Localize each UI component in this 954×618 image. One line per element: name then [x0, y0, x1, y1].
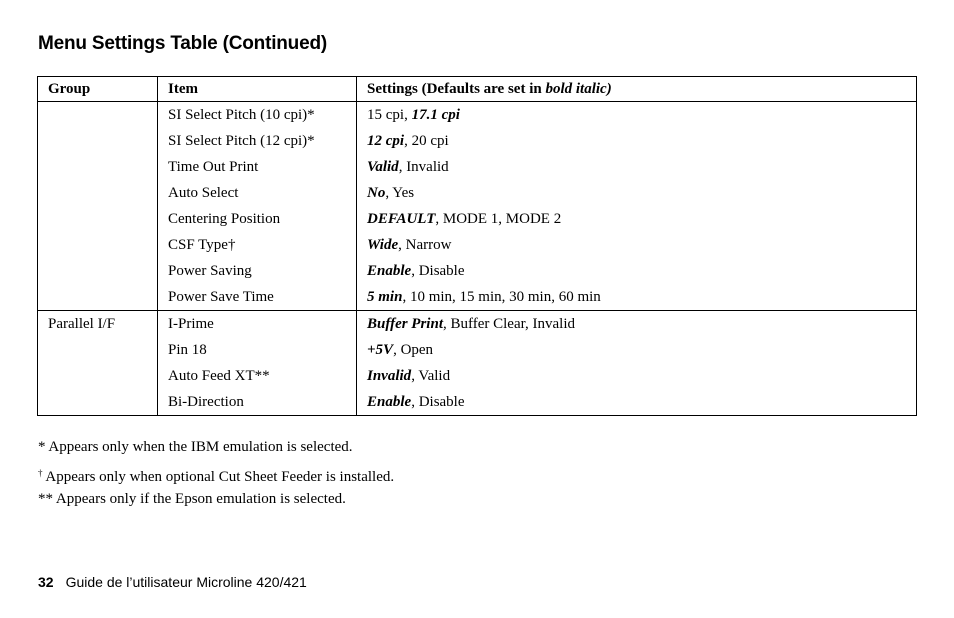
settings-cell	[357, 102, 917, 129]
table-header-row	[38, 77, 917, 102]
group-cell	[38, 337, 158, 363]
footnote-csf-text: Appears only when optional Cut Sheet Feeder is installed.	[42, 469, 395, 485]
item-cell: Power Saving	[158, 258, 357, 284]
group-cell	[38, 363, 158, 389]
table-row	[38, 258, 917, 284]
item-cell: Pin 18	[158, 337, 357, 363]
setting-option: , Buffer Clear, Invalid	[443, 316, 575, 332]
group-cell	[38, 206, 158, 232]
item-cell: Auto Select	[158, 180, 357, 206]
settings-cell	[357, 389, 917, 416]
settings-cell	[357, 337, 917, 363]
table-row	[38, 128, 917, 154]
header-settings	[357, 77, 917, 102]
menu-settings-table	[37, 76, 917, 416]
table-row	[38, 154, 917, 180]
item-cell: SI Select Pitch (12 cpi)*	[158, 128, 357, 154]
footnote-csf-mark: †	[38, 468, 43, 478]
item-cell: Time Out Print	[158, 154, 357, 180]
setting-option: , Invalid	[398, 159, 449, 175]
default-setting: Enable	[367, 394, 412, 410]
table-row	[38, 389, 917, 416]
item-cell: I-Prime	[158, 311, 357, 338]
settings-cell	[357, 154, 917, 180]
header-settings-italic: bold italic)	[545, 81, 612, 97]
page-number: 32	[38, 574, 54, 590]
default-setting: Valid	[367, 159, 399, 175]
default-setting: DEFAULT	[367, 211, 436, 227]
table-row	[38, 363, 917, 389]
item-cell: Bi-Direction	[158, 389, 357, 416]
settings-cell	[357, 232, 917, 258]
settings-cell	[357, 258, 917, 284]
setting-option: , Valid	[411, 368, 451, 384]
default-setting: 17.1 cpi	[411, 107, 460, 123]
footnote-ibm: * Appears only when the IBM emulation is selected.	[38, 439, 353, 455]
footnote-csf	[38, 460, 394, 486]
setting-option: , Disable	[411, 394, 465, 410]
group-cell	[38, 258, 158, 284]
setting-option: 15 cpi,	[367, 107, 412, 123]
group-cell	[38, 389, 158, 416]
default-setting: Buffer Print	[367, 316, 443, 332]
default-setting: 5 min	[367, 289, 403, 305]
setting-option: , Yes	[385, 185, 415, 201]
default-setting: Invalid	[367, 368, 412, 384]
header-settings-prefix: Settings (Defaults are set in	[367, 81, 546, 97]
settings-cell	[357, 180, 917, 206]
group-cell	[38, 128, 158, 154]
item-cell: Centering Position	[158, 206, 357, 232]
header-group: Group	[38, 77, 158, 102]
footnote-epson: ** Appears only if the Epson emulation is selected.	[38, 491, 346, 507]
settings-cell	[357, 311, 917, 338]
settings-cell	[357, 284, 917, 311]
table-row	[38, 311, 917, 338]
table-row	[38, 206, 917, 232]
item-cell: Auto Feed XT**	[158, 363, 357, 389]
default-setting: Wide	[367, 237, 399, 253]
group-cell	[38, 102, 158, 129]
setting-option: , 20 cpi	[404, 133, 449, 149]
default-setting: +5V	[367, 342, 394, 358]
item-cell: Power Save Time	[158, 284, 357, 311]
default-setting: No	[367, 185, 386, 201]
page-title: Menu Settings Table (Continued)	[38, 33, 327, 54]
settings-cell	[357, 363, 917, 389]
table-row	[38, 180, 917, 206]
default-setting: 12 cpi	[367, 133, 405, 149]
table-body	[38, 102, 917, 416]
setting-option: , Open	[393, 342, 434, 358]
table-row	[38, 102, 917, 129]
group-cell: Parallel I/F	[38, 311, 158, 338]
setting-option: , MODE 1, MODE 2	[435, 211, 562, 227]
setting-option: , 10 min, 15 min, 30 min, 60 min	[402, 289, 601, 305]
book-title: Guide de l’utilisateur Microline 420/421	[65, 574, 307, 590]
group-cell	[38, 232, 158, 258]
table-row	[38, 284, 917, 311]
table-row	[38, 337, 917, 363]
header-item: Item	[158, 77, 357, 102]
setting-option: , Disable	[411, 263, 465, 279]
settings-cell	[357, 206, 917, 232]
item-cell: SI Select Pitch (10 cpi)*	[158, 102, 357, 129]
default-setting: Enable	[367, 263, 412, 279]
group-cell	[38, 284, 158, 311]
settings-cell	[357, 128, 917, 154]
group-cell	[38, 154, 158, 180]
group-cell	[38, 180, 158, 206]
page-footer	[38, 574, 307, 590]
table-row	[38, 232, 917, 258]
setting-option: , Narrow	[398, 237, 452, 253]
item-cell: CSF Type†	[158, 232, 357, 258]
footnotes	[38, 434, 394, 512]
